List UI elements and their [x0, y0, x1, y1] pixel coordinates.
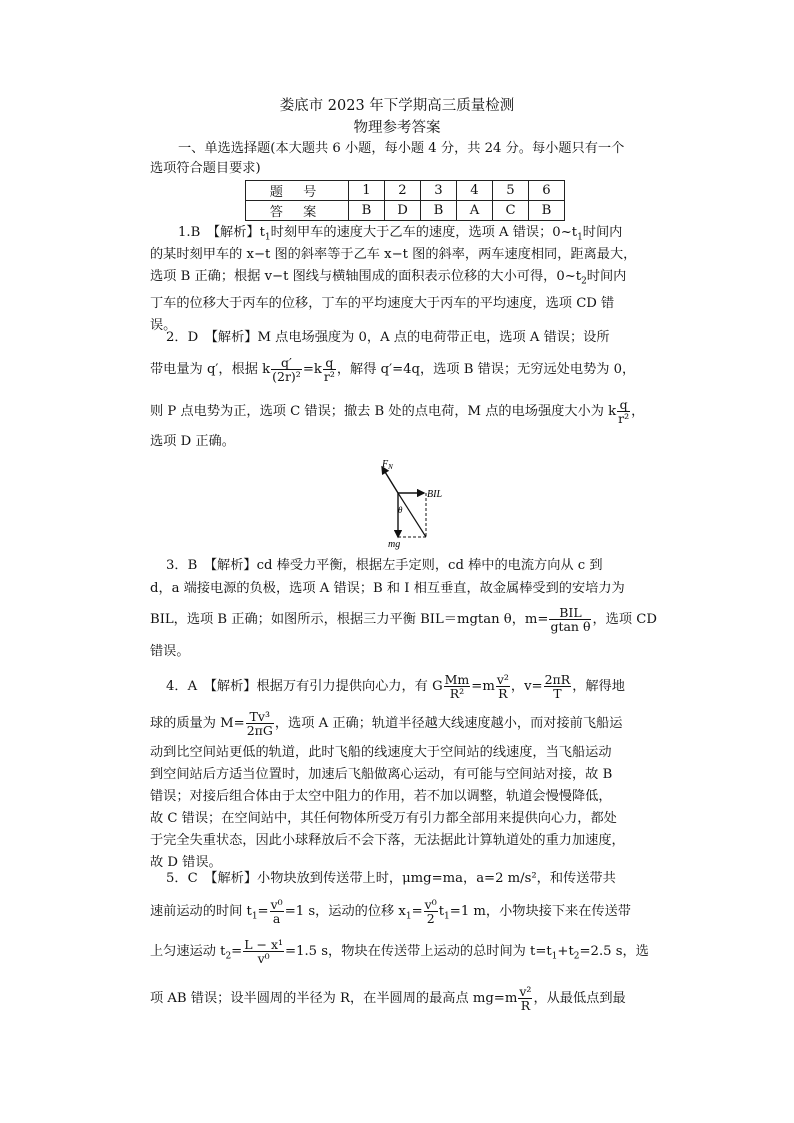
answer-table-row-numbers	[246, 181, 565, 201]
q1-line: 的某时刻甲车的 x−t 图的斜率等于乙车 x−t 图的斜率，两车速度相同，距离最大，	[150, 247, 637, 262]
fraction: $\frac{Mm}{\text{R²}}$	[444, 672, 470, 701]
fraction: $\frac{\text{Tv³}}{2\pi G}$	[246, 709, 273, 738]
section-intro	[178, 138, 648, 160]
q5-paragraph-cont3	[150, 985, 646, 1012]
q5-line: 上匀速运动 $t_2=$ $\frac{\text{L − x¹}}{\text{v⁰}}$ =1.5 s，物块在传送带上运动的总时间为 $t=t_1+t_2=2.5$ s，选	[150, 937, 649, 966]
q2-paragraph-cont	[150, 356, 646, 383]
q2-line: 2．D 【解析】M 点电场强度为 0，A 点的电荷带正电，选项 A 错误；设所	[166, 330, 610, 345]
q1-line: 丁车的位移大于丙车的位移，丁车的平均速度大于丙车的平均速度，选项 CD 错	[150, 295, 615, 311]
q5-line: 5．C 【解析】小物块放到传送带上时，μmg=ma，a=2 m/s²，和传送带共	[166, 871, 616, 886]
q4-paragraph	[166, 673, 648, 700]
table-cell: B	[529, 201, 565, 221]
table-cell: B	[349, 201, 385, 221]
q3-line: BIL，选项 B 正确；如图所示，根据三力平衡 BIL＝mgtan θ，m= $\frac{\text{BIL}}{\text{gtan θ}}$ ，选项 CD	[150, 605, 657, 634]
q3-paragraph-cont2	[150, 605, 657, 634]
table-cell: D	[385, 201, 421, 221]
q4-line: 到空间站后方适当位置时，加速后飞船做离心运动，有可能与空间站对接，故 B	[150, 767, 613, 782]
q3-paragraph-cont3	[150, 641, 646, 663]
label-mg: mg	[388, 539, 401, 550]
table-cell: B	[421, 201, 457, 221]
q4-paragraph-cont	[150, 710, 646, 737]
q2-line: 则 P 点电势为正，选项 C 错误；撤去 B 处的点电荷，M 点的电场强度大小为 k $\frac{q}{\text{r²}}$ ，	[150, 397, 645, 426]
q3-paragraph-cont	[150, 578, 646, 600]
resultant-line	[398, 493, 426, 537]
q2-paragraph	[166, 327, 648, 349]
table-cell: 2	[385, 181, 421, 201]
q5-paragraph-cont2	[150, 937, 649, 968]
q3-line: 3．B 【解析】cd 棒受力平衡，根据左手定则，cd 棒中的电流方向从 c 到	[166, 558, 603, 573]
q4-line: 故 C 错误；在空间站中，其任何物体所受万有引力都全部用来提供向心力，都处	[150, 811, 617, 826]
fraction: $\frac{2\pi R}{T}$	[544, 672, 571, 701]
table-cell: 3	[421, 181, 457, 201]
fraction: $\frac{q}{\text{r²}}$	[618, 397, 630, 426]
q4-line: 故 D 错误。	[150, 855, 222, 870]
table-cell: C	[493, 201, 529, 221]
fraction: $\frac{\text{v⁰}}{a}$	[270, 897, 283, 926]
q5-paragraph-cont	[150, 898, 646, 928]
section-intro-line: 选项符合题目要求)	[150, 161, 261, 176]
force-diagram	[360, 455, 460, 550]
q4-line: 动到比空间站更低的轨道，此时飞船的线速度大于空间站的线速度，当飞船运动	[150, 745, 612, 760]
table-cell: A	[457, 201, 493, 221]
q5-line: 速前运动的时间 $t_1=$ $\frac{\text{v⁰}}{a}$ =1 s，运动的位移 $x_1=$ $\frac{\text{v⁰}}{2}$ $t_1=1$ m，小物块接下来在传送带	[150, 897, 631, 926]
q2-line: 带电量为 q′，根据 k $\frac{q'}{\text{(2r)²}}$ =k $\frac{q}{\text{r²}}$ ，解得 q′=4q，选项 B 错误；无穷远处电势为 0，	[150, 355, 636, 384]
fraction: $\frac{\text{BIL}}{\text{gtan θ}}$	[550, 605, 591, 634]
answer-table-row-answers	[246, 201, 565, 221]
label-fn: $F_N$	[382, 459, 393, 471]
table-cell: 6	[529, 181, 565, 201]
q4-line: 球的质量为 M= $\frac{\text{Tv³}}{2\pi G}$ ，选项 A 正确；轨道半径越大线速度越小，而对接前飞船运	[150, 709, 623, 738]
table-cell: 4	[457, 181, 493, 201]
q4-line: 4．A 【解析】根据万有引力提供向心力，有 G $\frac{Mm}{\text{R²}}$ =m $\frac{\text{v²}}{R}$ ，v= $\frac{2\pi R}{T}$ ，解得地	[166, 672, 625, 701]
q4-paragraph-cont2	[150, 742, 646, 874]
document-subtitle: 物理参考答案	[353, 120, 441, 136]
fraction: $\frac{\text{v²}}{R}$	[519, 984, 532, 1013]
fraction: $\frac{\text{v⁰}}{2}$	[424, 897, 437, 926]
q3-line: 错误。	[150, 644, 190, 659]
q3-paragraph	[166, 555, 648, 577]
section-intro-cont	[150, 158, 646, 180]
q4-line: 错误；对接后组合体由于太空中阻力的作用，若不加以调整，轨道会慢慢降低，	[150, 789, 612, 804]
table-header-cell: 题 号	[246, 181, 349, 201]
q2-paragraph-cont2	[150, 398, 646, 425]
q1-paragraph-cont	[150, 244, 646, 337]
fraction: $\frac{q'}{\text{(2r)²}}$	[272, 355, 301, 384]
q5-paragraph	[166, 868, 648, 890]
label-theta: θ	[398, 505, 403, 515]
q1-line: 误。	[150, 317, 177, 333]
q3-line: d，a 端接电源的负极，选项 A 错误；B 和 I 相互垂直，故金属棒受到的安培力为	[150, 581, 625, 596]
fraction: $\frac{\text{v²}}{R}$	[496, 672, 509, 701]
label-bil: BIL	[427, 489, 442, 500]
document-title: 娄底市 2023 年下学期高三质量检测	[279, 98, 515, 114]
q1-line: 选项 B 正确；根据 v−t 图线与横轴围成的面积表示位移的大小可得，$0\sim t_2$时间内	[150, 269, 627, 287]
fraction: $\frac{\text{L − x¹}}{\text{v⁰}}$	[244, 937, 284, 966]
section-intro-line: 一、单选选择题(本大题共 6 小题，每小题 4 分，共 24 分。每小题只有一个	[178, 141, 625, 156]
q1-line: 1.B 【解析】$t_1$时刻甲车的速度大于乙车的速度，选项 A 错误；$0\sim t_1$时间内	[178, 225, 623, 243]
answer-table	[245, 180, 565, 221]
q2-paragraph-cont3	[150, 431, 646, 453]
q5-line: 项 AB 错误；设半圆周的半径为 R，在半圆周的最高点 mg=m $\frac{\text{v²}}{R}$ ，从最低点到最	[150, 984, 626, 1013]
q2-line: 选项 D 正确。	[150, 434, 235, 449]
q4-line: 于完全失重状态，因此小球释放后不会下落，无法据此计算轨道处的重力加速度，	[150, 833, 625, 848]
table-header-cell: 答 案	[246, 201, 349, 221]
fraction: $\frac{q}{\text{r²}}$	[323, 355, 335, 384]
table-cell: 5	[493, 181, 529, 201]
table-cell: 1	[349, 181, 385, 201]
